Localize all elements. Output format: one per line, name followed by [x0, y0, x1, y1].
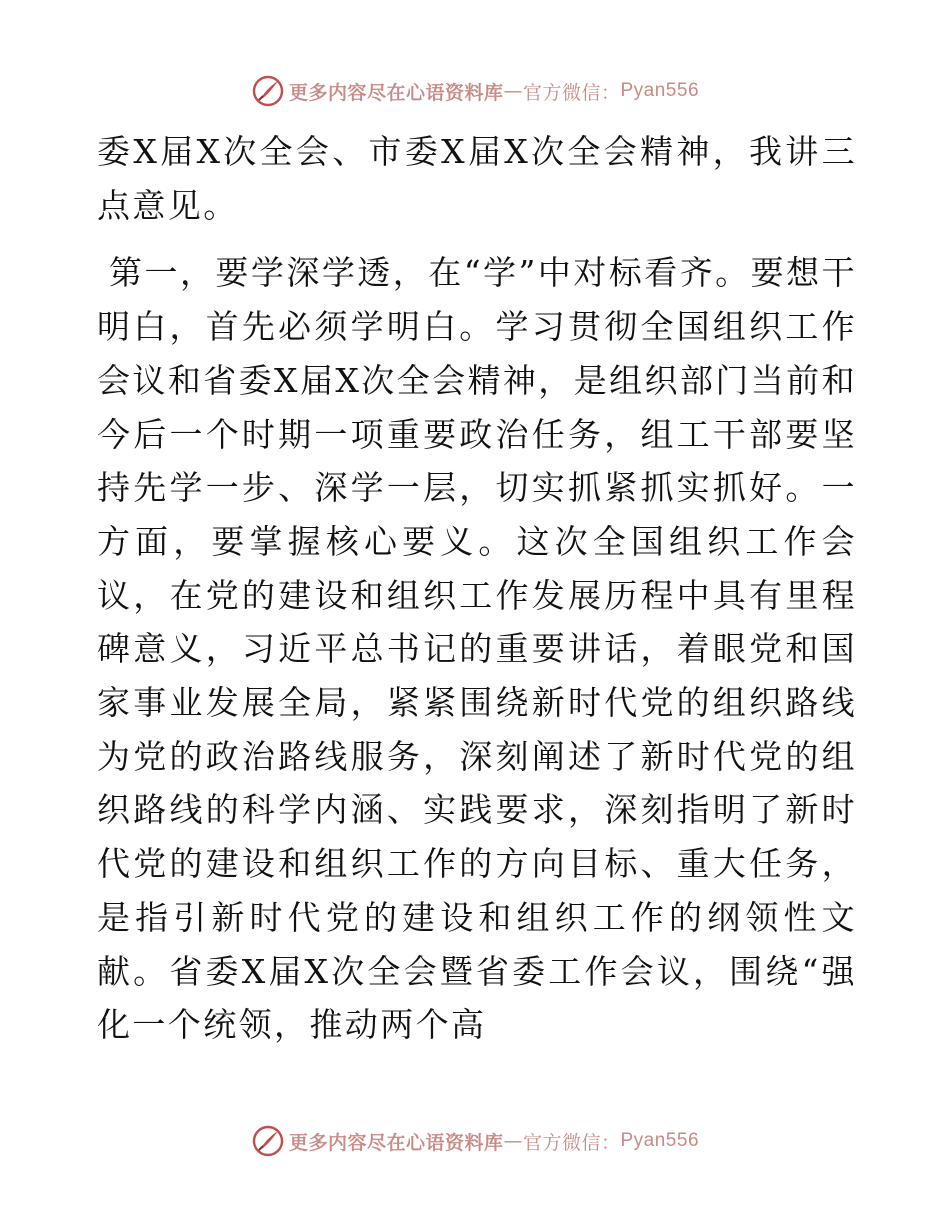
- quill-logo-icon: [251, 1124, 285, 1158]
- watermark-main-text: 更多内容尽在心语资料库: [288, 1131, 504, 1154]
- paragraph-2: 第一，要学深学透，在“学”中对标看齐。要想干明白，首先必须学明白。学习贯彻全国组织工作会议和省委X届X次全会精神，是组织部门当前和今后一个时期一项重要政治任务，组工干部要坚持先学一步、深学一层，切实抓紧抓实抓好。一方面，要掌握核心要义。这次全国组织工作会议，在党的建设和组织工作发展历程中具有里程碑意义，习近平总书记的重要讲话，着眼党和国家事业发展全局，紧紧围绕新时代党的组织路线为党的政治路线服务，深刻阐述了新时代党的组织路线的科学内涵、实践要求，深刻指明了新时代党的建设和组织工作的方向目标、重大任务，是指引新时代党的建设和组织工作的纲领性文献。省委X届X次全会暨省委工作会议，围绕“强化一个统领，推动两个高: [97, 253, 857, 1045]
- watermark-id: Pyan556: [620, 1130, 700, 1151]
- document-body: [97, 125, 857, 1052]
- header-watermark: [0, 71, 950, 111]
- quill-logo-icon: [251, 74, 285, 108]
- paragraph-1: 委X届X次全会、市委X届X次全会精神，我讲三点意见。: [97, 132, 857, 225]
- footer-watermark: [0, 1121, 950, 1161]
- watermark-main-text: 更多内容尽在心语资料库: [288, 81, 504, 104]
- watermark-separator: —: [503, 80, 523, 102]
- watermark-label: 官方微信：: [522, 81, 621, 104]
- watermark-id: Pyan556: [620, 80, 700, 101]
- watermark-label: 官方微信：: [522, 1131, 621, 1154]
- watermark-separator: —: [503, 1130, 523, 1152]
